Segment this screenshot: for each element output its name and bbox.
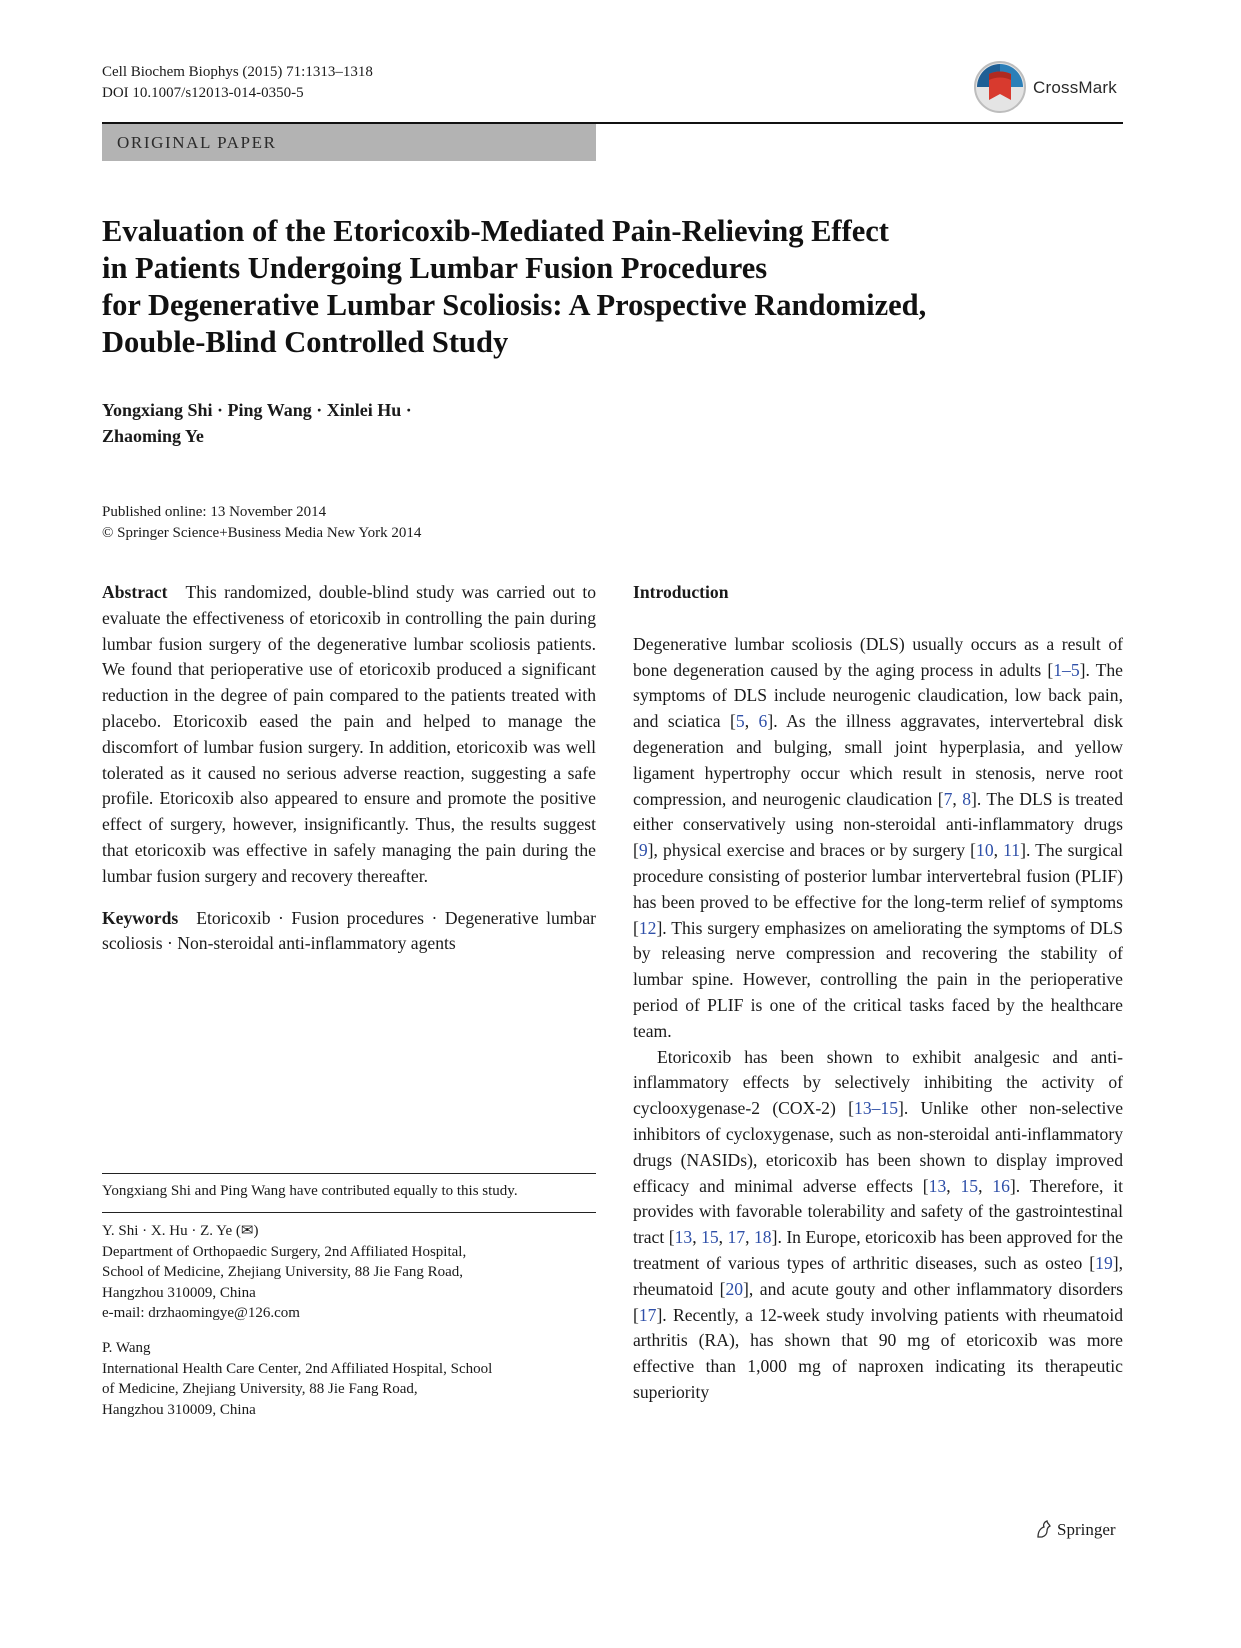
title-line: Double-Blind Controlled Study [102,325,509,359]
citation-link[interactable]: 19 [1095,1252,1113,1273]
citation-link[interactable]: 12 [638,917,657,938]
text-run: ]. The DLS is treated either conservatively using non-steroidal anti-inflammatory drugs [ [633,788,1123,861]
citation-link[interactable]: 5 [735,711,745,732]
citation-link[interactable]: 20 [725,1278,744,1299]
text-run: , [718,1227,728,1248]
right-column [633,580,1123,1406]
springer-horse-icon [1035,1519,1053,1539]
citation-link[interactable]: 9 [638,840,648,861]
citation-link[interactable]: 13 [674,1227,693,1248]
intro-paragraph-1 [633,632,1123,1045]
author-line: Yongxiang Shi · Ping Wang · Xinlei Hu · [102,400,412,420]
affiliation-names: Y. Shi · X. Hu · Z. Ye (✉) [102,1223,259,1239]
text-run: , [946,1175,961,1196]
section-band [102,124,596,161]
text-run: Etoricoxib has been shown to exhibit analgesic and anti-inflammatory effects by selectively inhibiting the activity of cyclooxygenase-2 (COX-2) [ [633,1046,1123,1119]
text-run: , [744,711,759,732]
text-run: ]. As the illness aggravates, intervertebral disk degeneration and bulging, small joint hyperplasia, and yellow ligament hypertrophy occur which result in stenosis, nerve root compression, and neurogenic claudication [ [633,711,1124,809]
citation-link[interactable]: 10 [976,840,994,861]
footnote-rule [102,1212,596,1213]
equal-contribution-note: Yongxiang Shi and Ping Wang have contributed equally to this study. [102,1183,518,1199]
affiliation-1 [102,1221,596,1324]
keywords-label: Keywords [102,907,179,928]
text-run: , [692,1227,702,1248]
text-run: ]. Recently, a 12-week study involving patients with rheumatoid arthritis (RA), has shown that 90 mg of etoricoxib was more effective than 1,000 mg of naproxen indicating its therapeutic superiority [633,1304,1123,1402]
citation-link[interactable]: 8 [962,788,972,809]
crossmark-badge[interactable] [973,60,1123,114]
footnote-rule [102,1173,596,1174]
keywords [102,906,596,958]
citation-link[interactable]: 17 [727,1227,746,1248]
text-run: ], physical exercise and braces or by surgery [ [647,840,977,861]
citation-link[interactable]: 6 [758,711,768,732]
crossmark-icon [973,60,1029,116]
text-run: ]. Unlike other non-selective inhibitors of cycloxygenase, such as non-steroidal anti-inflammatory drugs (NASIDs), etoricoxib has been shown to display improved efficacy and minimal adverse effects [ [633,1098,1123,1196]
citation-link[interactable]: 1–5 [1053,659,1080,680]
publication-info [102,502,421,544]
doi-line[interactable]: DOI 10.1007/s12013-014-0350-5 [102,85,304,101]
text-run: ]. Therefore, it provides with favorable tolerability and safety of the gastrointestinal tract [ [633,1175,1123,1248]
crossmark-label: CrossMark [1033,78,1117,97]
title-line: Evaluation of the Etoricoxib-Mediated Pain-Relieving Effect [102,214,889,248]
affiliation-line: Hangzhou 310009, China [102,1284,256,1301]
journal-citation [102,62,373,104]
text-run: ]. The symptoms of DLS include neurogenic claudication, low back pain, and sciatica [ [633,659,1123,732]
affiliation-line: Department of Orthopaedic Surgery, 2nd Affiliated Hospital, [102,1243,467,1260]
affiliation-line: International Health Care Center, 2nd Affiliated Hospital, School [102,1360,493,1377]
citation-link[interactable]: 15 [701,1227,719,1248]
author-line: Zhaoming Ye [102,426,204,446]
journal-line: Cell Biochem Biophys (2015) 71:1313–1318 [102,64,373,80]
text-run: ]. In Europe, etoricoxib has been approved for the treatment of various types of arthritic diseases, such as osteo [ [633,1227,1123,1273]
text-run: , [978,1175,993,1196]
affiliation-line: Hangzhou 310009, China [102,1401,256,1418]
citation-link[interactable]: 15 [960,1175,979,1196]
citation-link[interactable]: 18 [754,1227,772,1248]
citation-link[interactable]: 7 [943,788,953,809]
citation-link[interactable]: 11 [1003,840,1021,861]
affiliation-line: of Medicine, Zhejiang University, 88 Jie Fang Road, [102,1381,418,1397]
title-line: for Degenerative Lumbar Scoliosis: A Prospective Randomized, [102,288,927,322]
text-run: ], and acute gouty and other inflammatory disorders [ [633,1278,1123,1325]
published-date: Published online: 13 November 2014 [102,504,327,520]
left-column [102,580,596,957]
text-run: ], rheumatoid [ [633,1252,1123,1299]
section-label: ORIGINAL PAPER [117,133,277,152]
intro-paragraph-2 [633,1045,1123,1406]
text-run: ]. The surgical procedure consisting of posterior lumbar intervertebral fusion (PLIF) has been proved to be effective for the long-term relief of symptoms [ [633,840,1124,938]
introduction-heading: Introduction [633,582,729,602]
abstract [102,580,596,890]
citation-link[interactable]: 17 [638,1304,657,1325]
text-run: , [993,840,1004,861]
publisher-logo [1035,1519,1116,1540]
affiliation-2 [102,1338,596,1420]
affiliation-line: School of Medicine, Zhejiang University, 88 Jie Fang Road, [102,1264,464,1280]
article-title [102,213,1062,361]
abstract-label: Abstract [102,582,168,602]
publisher-name: Springer [1057,1520,1116,1539]
text-run: , [745,1227,754,1248]
author-list [102,397,412,449]
text-run: , [952,788,963,809]
keywords-text: Etoricoxib · Fusion procedures · Degenerative lumbar scoliosis · Non-steroidal anti-inflammatory agents [102,907,596,954]
copyright: © Springer Science+Business Media New York 2014 [102,525,422,541]
text-run: ]. This surgery emphasizes on ameliorating the symptoms of DLS by releasing nerve compression and recovering the stability of lumbar spine. However, controlling the pain in the perioperative period of PLIF is one of the critical tasks faced by the healthcare team. [633,917,1123,1041]
title-line: in Patients Undergoing Lumbar Fusion Procedures [102,251,768,285]
citation-link[interactable]: 13–15 [854,1098,898,1119]
citation-link[interactable]: 16 [992,1175,1010,1196]
abstract-text: This randomized, double-blind study was carried out to evaluate the effectiveness of etoricoxib in controlling the pain during lumbar fusion surgery of the degenerative lumbar scoliosis patients. We found that perioperative use of etoricoxib produced a significant reduction in the degree of pain compared to the patients treated with placebo. Etoricoxib eased the pain and helped to manage the discomfort of lumbar fusion surgery. In addition, etoricoxib was well tolerated as it caused no serious adverse reaction, suggesting a safe profile. Etoricoxib also appeared to ensure and promote the positive effect of surgery, however, insignificantly. Thus, the results suggest that etoricoxib was effective in safely managing the pain during the lumbar fusion surgery and recovery thereafter. [102,582,596,886]
affiliation-names: P. Wang [102,1340,151,1356]
citation-link[interactable]: 13 [928,1175,947,1196]
email-link[interactable]: e-mail: drzhaomingye@126.com [102,1305,300,1321]
text-run: Degenerative lumbar scoliosis (DLS) usually occurs as a result of bone degeneration caused by the aging process in adults [ [633,633,1123,680]
